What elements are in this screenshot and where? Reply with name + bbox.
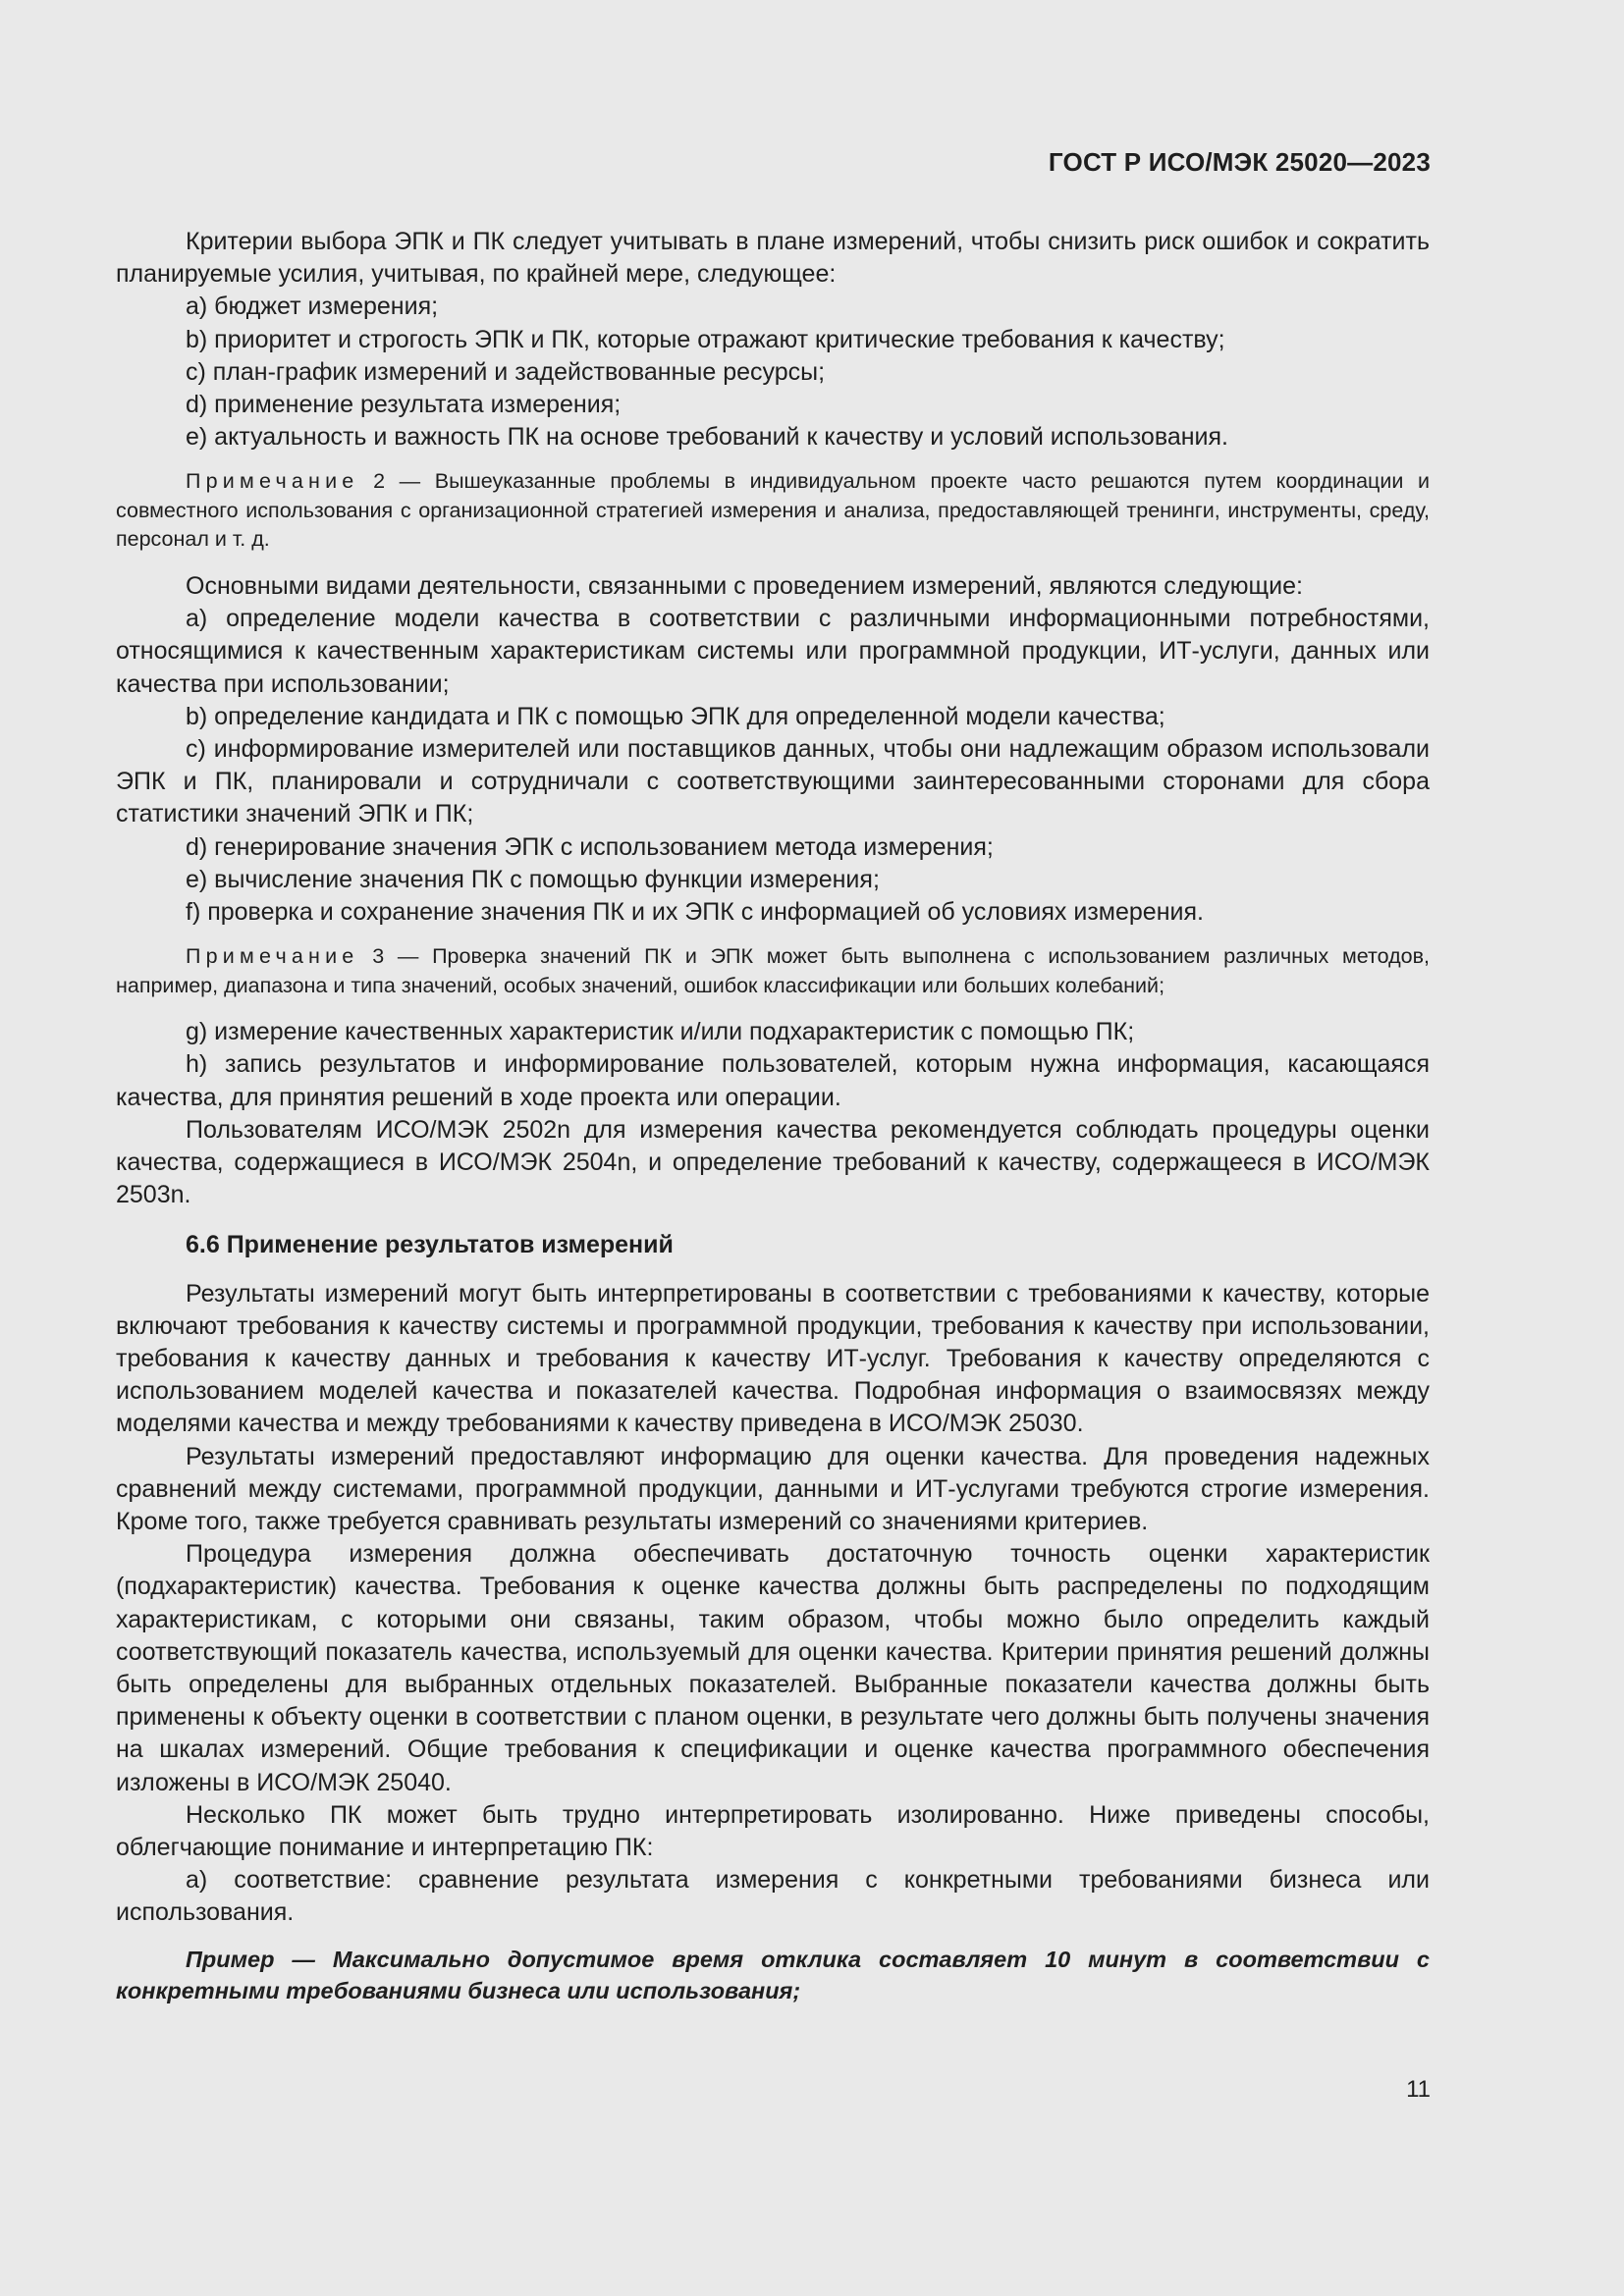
list-item: b) определение кандидата и ПК с помощью ЭПК для определенной модели качества;	[186, 702, 1165, 730]
list-item: d) генерирование значения ЭПК с использованием метода измерения;	[186, 832, 994, 861]
paragraph: Критерии выбора ЭПК и ПК следует учитывать в плане измерений, чтобы снизить риск ошибок и сократить планируемые усилия, учитывая, по крайней мере, следующее:	[116, 228, 1430, 289]
paragraph: Основными видами деятельности, связанными с проведением измерений, являются следующие:	[186, 571, 1303, 600]
list-item: e) актуальность и важность ПК на основе требований к качеству и условий использования.	[186, 423, 1228, 452]
paragraph: Пользователям ИСО/МЭК 2502n для измерения качества рекомендуется соблюдать процедуры оценки качества, содержащиеся в ИСО/МЭК 2504n, и определение требований к качеству, содержащееся в ИСО/МЭК 2503n.	[116, 1115, 1430, 1209]
standard-header: ГОСТ Р ИСО/МЭК 25020—2023	[1048, 147, 1431, 177]
page-content	[116, 226, 1430, 2006]
list-item: c) план-график измерений и задействованные ресурсы;	[186, 357, 826, 386]
note-text: 2 — Вышеуказанные проблемы в индивидуальном проекте часто решаются путем координации и совместного использования с организационной стратегией измерения и анализа, предоставляющей тренинги, инструменты, среду, персонал и т. д.	[116, 469, 1430, 552]
list-item: f) проверка и сохранение значения ПК и их ЭПК с информацией об условиях измерения.	[186, 897, 1204, 926]
example-text: Пример — Максимально допустимое время отклика составляет 10 минут в соответствии с конкретными требованиями бизнеса или использования;	[116, 1946, 1430, 2003]
note-3	[116, 942, 1430, 1000]
list-item: g) измерение качественных характеристик и/или подхарактеристик с помощью ПК;	[186, 1018, 1135, 1046]
list-item: h) запись результатов и информирование пользователей, которым нужна информация, касающаяся качества, для принятия решений в ходе проекта или операции.	[116, 1050, 1430, 1111]
list-item: a) бюджет измерения;	[186, 293, 439, 321]
paragraph: Несколько ПК может быть трудно интерпретировать изолированно. Ниже приведены способы, облегчающие понимание и интерпретацию ПК:	[116, 1800, 1430, 1862]
page-number: 11	[1406, 2076, 1431, 2103]
note-label: Примечание	[186, 944, 359, 969]
paragraph: Результаты измерений предоставляют информацию для оценки качества. Для проведения надежных сравнений между системами, программной продукции, данными и ИТ-услугами требуются строгие измерения. Кроме того, также требуется сравнивать результаты измерений со значениями критериев.	[116, 1442, 1430, 1535]
paragraph: Результаты измерений могут быть интерпретированы в соответствии с требованиями к качеству, которые включают требования к качеству системы и программной продукции, требования к качеству при использовании, требования к качеству данных и требования к качеству ИТ-услуг. Требования к качеству определяются с использованием моделей качества и показателей качества. Подробная информация о взаимосвязях между моделями качества и между требованиями к качеству приведена в ИСО/МЭК 25030.	[116, 1279, 1430, 1438]
list-item: a) соответствие: сравнение результата измерения с конкретными требованиями бизнеса или использования.	[116, 1866, 1430, 1927]
list-item: a) определение модели качества в соответствии с различными информационными потребностями, относящимися к качественным характеристикам системы или программной продукции, ИТ-услуги, данных или качества при использовании;	[116, 605, 1430, 698]
note-text: 3 — Проверка значений ПК и ЭПК может быть выполнена с использованием различных методов, например, диапазона и типа значений, особых значений, ошибок классификации или больших колебаний;	[116, 944, 1430, 997]
list-item: c) информирование измерителей или поставщиков данных, чтобы они надлежащим образом использовали ЭПК и ПК, планировали и сотрудничали с соответствующими заинтересованными сторонами для сбора статистики значений ЭПК и ПК;	[116, 734, 1430, 828]
list-item: d) применение результата измерения;	[186, 391, 622, 419]
list-item: e) вычисление значения ПК с помощью функции измерения;	[186, 865, 880, 893]
list-item: b) приоритет и строгость ЭПК и ПК, которые отражают критические требования к качеству;	[186, 325, 1225, 353]
paragraph: Процедура измерения должна обеспечивать достаточную точность оценки характеристик (подхарактеристик) качества. Требования к оценке качества должны быть распределены по подходящим характеристикам, с которыми они связаны, таким образом, чтобы можно было определить каждый соответствующий показатель качества, используемый для оценки качества. Критерии принятия решений должны быть определены для выбранных отдельных показателей. Выбранные показатели качества должны быть применены к объекту оценки в соответствии с планом оценки, в результате чего должны быть получены значения на шкалах измерений. Общие требования к спецификации и оценке качества программного обеспечения изложены в ИСО/МЭК 25040.	[116, 1540, 1430, 1796]
note-label: Примечание	[186, 469, 359, 494]
section-heading: 6.6 Применение результатов измерений	[186, 1231, 674, 1259]
note-2	[116, 467, 1430, 555]
